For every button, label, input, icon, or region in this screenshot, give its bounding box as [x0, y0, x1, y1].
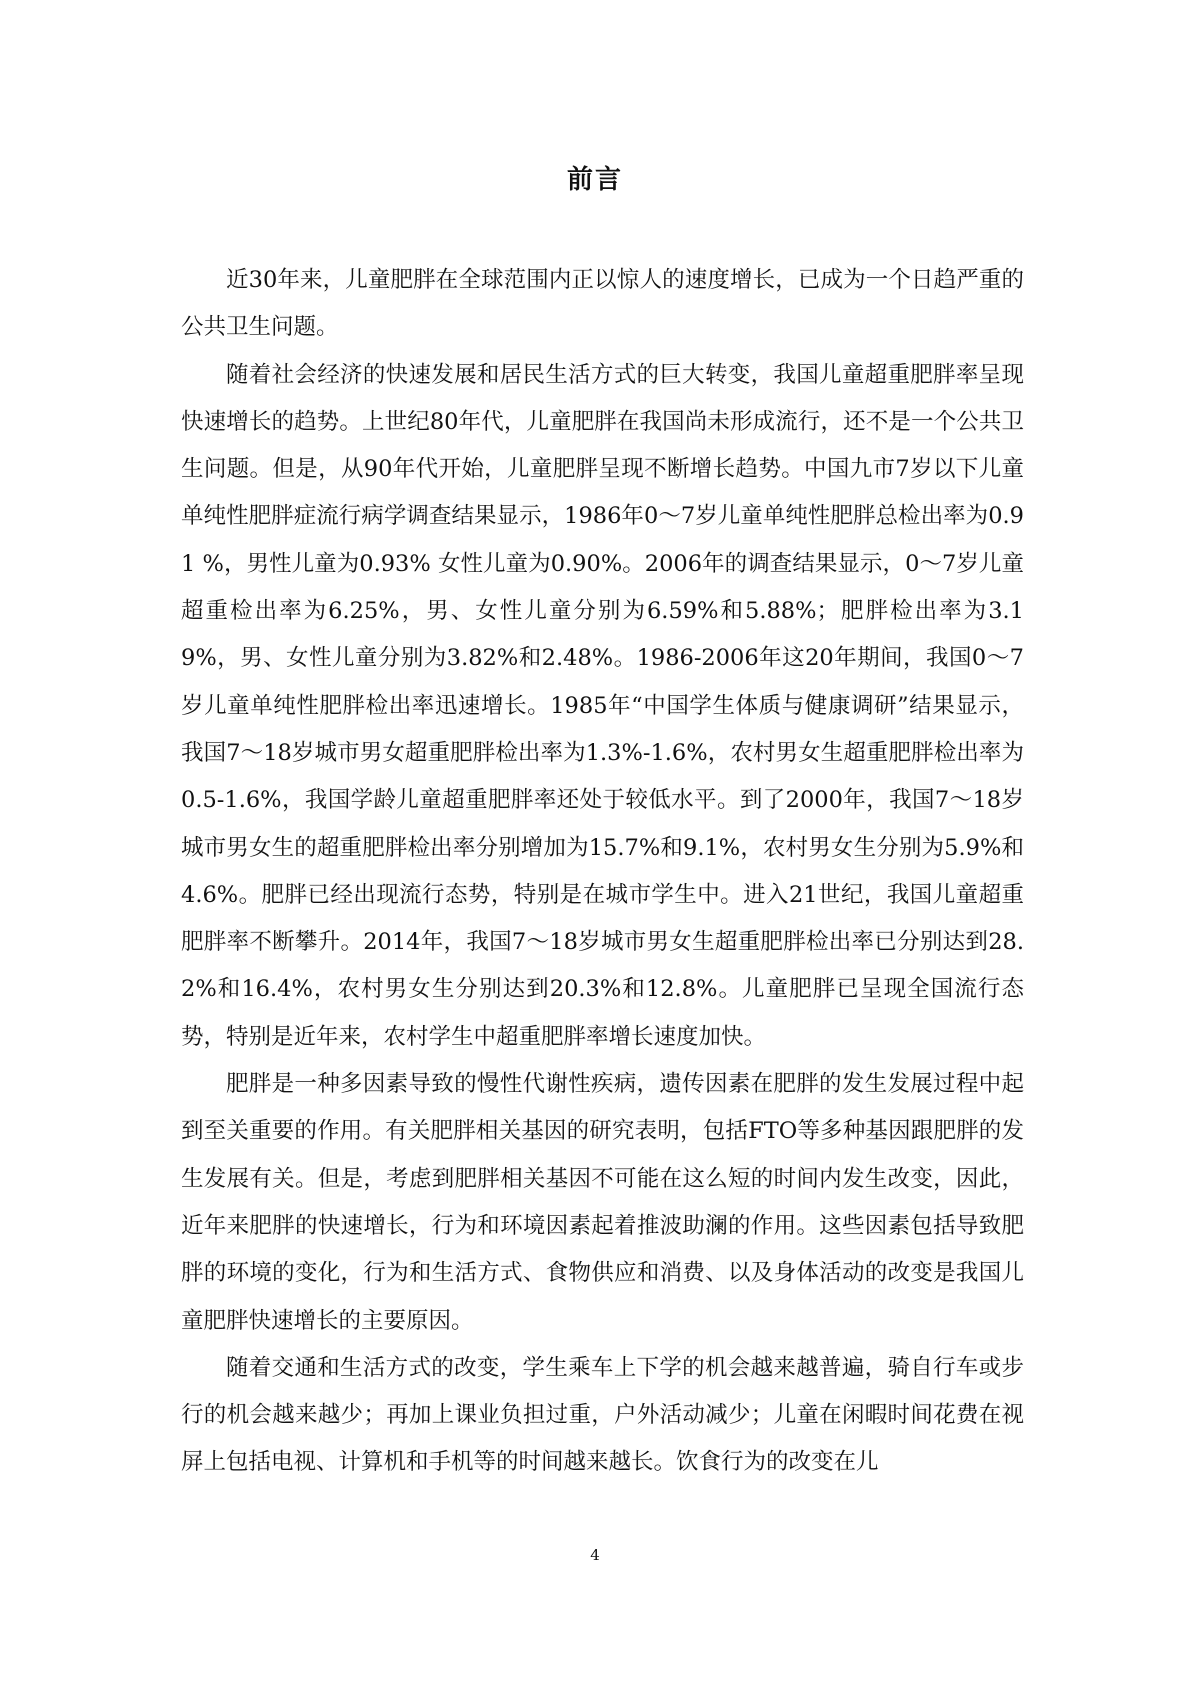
- paragraph-lifestyle: 随着交通和生活方式的改变，学生乘车上下学的机会越来越普遍，骑自行车或步行的机会越来越少；再加上课业负担过重，户外活动减少；儿童在闲暇时间花费在视屏上包括电视、计算机和手机等的时间越来越长。饮食行为的改变在儿: [181, 1354, 1024, 1476]
- paragraph-intro: 近30年来，儿童肥胖在全球范围内正以惊人的速度增长，已成为一个日趋严重的公共卫生问题。: [181, 267, 1024, 341]
- page-title: 前言: [566, 165, 623, 195]
- paragraph-causes: 肥胖是一种多因素导致的慢性代谢性疾病，遗传因素在肥胖的发生发展过程中起到至关重要的作用。有关肥胖相关基因的研究表明，包括FTO等多种基因跟肥胖的发生发展有关。但是，考虑到肥胖相关基因不可能在这么短的时间内发生改变，因此，近年来肥胖的快速增长，行为和环境因素起着推波助澜的作用。这些因素包括导致肥胖的环境的变化，行为和生活方式、食物供应和消费、以及身体活动的改变是我国儿童肥胖快速增长的主要原因。: [181, 1071, 1024, 1334]
- body-text: [181, 257, 1024, 1487]
- paragraph-prevalence: 随着社会经济的快速发展和居民生活方式的巨大转变，我国儿童超重肥胖率呈现快速增长的趋势。上世纪80年代，儿童肥胖在我国尚未形成流行，还不是一个公共卫生问题。但是，从90年代开始，儿童肥胖呈现不断增长趋势。中国九市7岁以下儿童单纯性肥胖症流行病学调查结果显示，1986年0～7岁儿童单纯性肥胖总检出率为0.91 %，男性儿童为0.93% 女性儿童为0.90%。2006年的调查结果显示，0～7岁儿童超重检出率为6.25%，男、女性儿童分别为6.59%和5.88%；肥胖检出率为3.19%，男、女性儿童分别为3.82%和2.48%。1986-2006年这20年期间，我国0～7岁儿童单纯性肥胖检出率迅速增长。1985年“中国学生体质与健康调研”结果显示，我国7～18岁城市男女超重肥胖检出率为1.3%-1.6%，农村男女生超重肥胖检出率为0.5-1.6%，我国学龄儿童超重肥胖率还处于较低水平。到了2000年，我国7～18岁城市男女生的超重肥胖检出率分别增加为15.7%和9.1%，农村男女生分别为5.9%和4.6%。肥胖已经出现流行态势，特别是在城市学生中。进入21世纪，我国儿童超重肥胖率不断攀升。2014年，我国7～18岁城市男女生超重肥胖检出率已分别达到28.2%和16.4%，农村男女生分别达到20.3%和12.8%。儿童肥胖已呈现全国流行态势，特别是近年来，农村学生中超重肥胖率增长速度加快。: [181, 361, 1024, 1050]
- page-number: 4: [590, 1546, 600, 1564]
